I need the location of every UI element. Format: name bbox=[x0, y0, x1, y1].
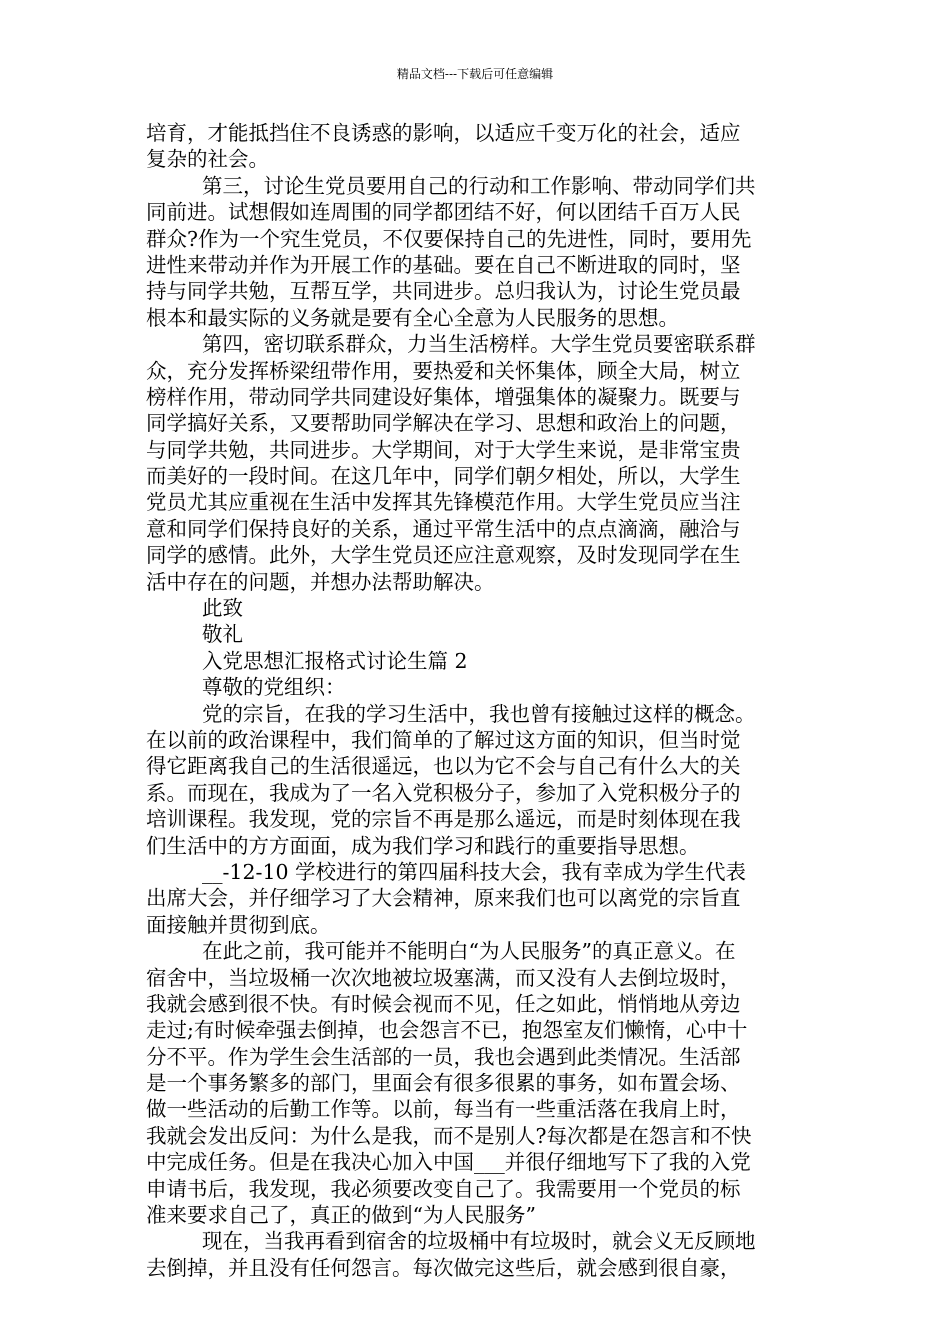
text-line: 我就会感到很不快。有时候会视而不见，任之如此，悄悄地从旁边 bbox=[146, 991, 741, 1016]
text-line: 分不平。作为学生会生活部的一员，我也会遇到此类情况。生活部 bbox=[146, 1044, 741, 1069]
text-line: 第四，密切联系群众，力当生活榜样。大学生党员要密联系群 bbox=[202, 332, 756, 357]
text-line: 中完成任务。但是在我决心加入中国___并很仔细地写下了我的入党 bbox=[146, 1150, 751, 1175]
text-line: 走过;有时候牵强去倒掉，也会怨言不已，抱怨室友们懒惰，心中十 bbox=[146, 1018, 748, 1043]
text-line: 宿舍中，当垃圾桶一次次地被垃圾塞满，而又没有人去倒垃圾时， bbox=[146, 965, 741, 990]
text-line: 得它距离我自己的生活很遥远，也以为它不会与自己有什么大的关 bbox=[146, 754, 741, 779]
text-line: 第三，讨论生党员要用自己的行动和工作影响、带动同学们共 bbox=[202, 173, 756, 198]
text-line: __-12-10 学校进行的第四届科技大会，我有幸成为学生代表 bbox=[202, 859, 747, 884]
text-line: 出席大会，并仔细学习了大会精神，原来我们也可以离党的宗旨直 bbox=[146, 886, 741, 911]
text-line: 复杂的社会。 bbox=[146, 147, 269, 172]
page-header: 精品文档---下载后可任意编辑 bbox=[396, 67, 554, 81]
text-line: 根本和最实际的义务就是要有全心全意为人民服务的思想。 bbox=[146, 305, 679, 330]
text-line: 榜样作用，带动同学共同建设好集体，增强集体的凝聚力。既要与 bbox=[146, 384, 741, 409]
text-line: 做一些活动的后勤工作等。以前，每当有一些重活落在我肩上时， bbox=[146, 1097, 741, 1122]
text-line: 培训课程。我发现，党的宗旨不再是那么遥远，而是时刻体现在我 bbox=[146, 807, 741, 832]
text-line: 活中存在的问题，并想办法帮助解决。 bbox=[146, 569, 495, 594]
text-line: 进性来带动并作为开展工作的基础。要在自己不断进取的同时，坚 bbox=[146, 252, 741, 277]
text-line: 们生活中的方方面面，成为我们学习和践行的重要指导思想。 bbox=[146, 833, 700, 858]
text-line: 同学的感情。此外，大学生党员还应注意观察，及时发现同学在生 bbox=[146, 543, 741, 568]
text-line: 党的宗旨，在我的学习生活中，我也曾有接触过这样的概念。 bbox=[202, 701, 756, 726]
text-line: 申请书后，我发现，我必须要改变自己了。我需要用一个党员的标 bbox=[146, 1176, 741, 1201]
greeting: 尊敬的党组织： bbox=[202, 675, 346, 700]
text-line: 同前进。试想假如连周围的同学都团结不好，何以团结千百万人民 bbox=[146, 200, 741, 225]
text-line: 党员尤其应重视在生活中发挥其先锋模范作用。大学生党员应当注 bbox=[146, 490, 741, 515]
text-line: 在此之前，我可能并不能明白“为人民服务”的真正意义。在 bbox=[202, 939, 736, 964]
text-line: 而美好的一段时间。在这几年中，同学们朝夕相处，所以，大学生 bbox=[146, 464, 741, 489]
closing-regards: 敬礼 bbox=[202, 622, 243, 647]
closing-salutation: 此致 bbox=[202, 596, 243, 621]
text-line: 与同学共勉，共同进步。大学期间，对于大学生来说，是非常宝贵 bbox=[146, 437, 741, 462]
text-line: 同学搞好关系，又要帮助同学解决在学习、思想和政治上的问题， bbox=[146, 411, 741, 436]
text-line: 持与同学共勉，互帮互学，共同进步。总归我认为，讨论生党员最 bbox=[146, 279, 741, 304]
text-line: 培育，才能抵挡住不良诱惑的影响，以适应千变万化的社会，适应 bbox=[146, 121, 741, 145]
text-line: 我就会发出反问：为什么是我，而不是别人?每次都是在怨言和不快 bbox=[146, 1123, 752, 1148]
text-line: 意和同学们保持良好的关系，通过平常生活中的点点滴滴，融洽与 bbox=[146, 516, 741, 541]
text-line: 在以前的政治课程中，我们简单的了解过这方面的知识，但当时觉 bbox=[146, 727, 741, 752]
text-line: 众，充分发挥桥梁纽带作用，要热爱和关怀集体，顾全大局，树立 bbox=[146, 358, 741, 383]
text-line: 系。而现在，我成为了一名入党积极分子，参加了入党积极分子的 bbox=[146, 780, 741, 805]
text-line: 群众?作为一个究生党员，不仅要保持自己的先进性，同时，要用先 bbox=[146, 226, 752, 251]
document-body bbox=[146, 120, 810, 1281]
text-line: 准来要求自己了，真正的做到“为人民服务” bbox=[146, 1203, 536, 1228]
text-line: 面接触并贯彻到底。 bbox=[146, 912, 331, 937]
text-line: 是一个事务繁多的部门，里面会有很多很累的事务，如布置会场、 bbox=[146, 1071, 741, 1096]
text-line: 现在，当我再看到宿舍的垃圾桶中有垃圾时，就会义无反顾地 bbox=[202, 1229, 756, 1254]
text-line: 去倒掉，并且没有任何怨言。每次做完这些后，就会感到很自豪， bbox=[146, 1255, 741, 1280]
section-title: 入党思想汇报格式讨论生篇 2 bbox=[202, 648, 468, 673]
